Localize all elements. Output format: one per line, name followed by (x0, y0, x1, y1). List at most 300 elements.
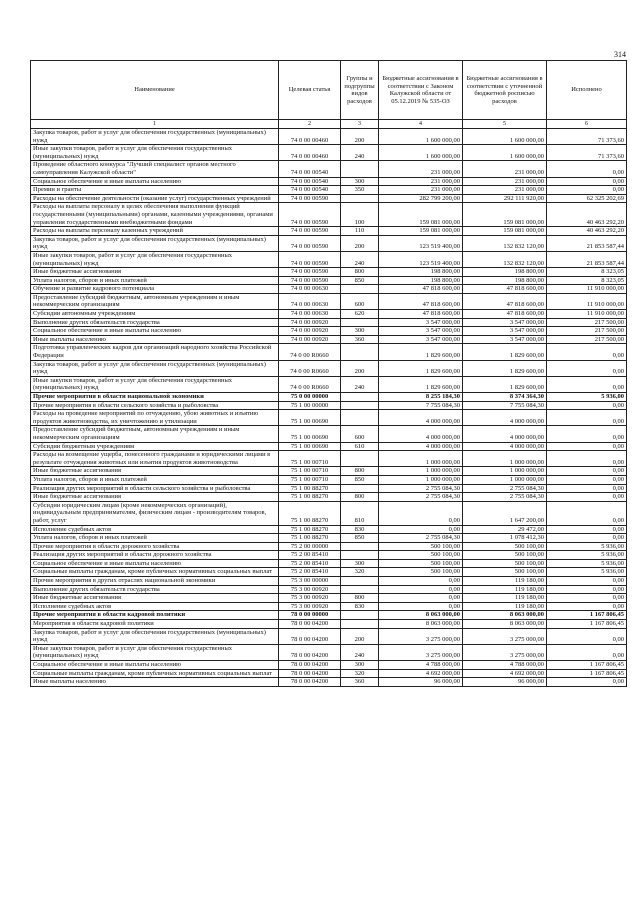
table-row (31, 611, 627, 620)
col-header-group: Группы и подгруппы видов расходов (341, 61, 379, 120)
row-target-code: 75 1 00 88270 (279, 484, 341, 493)
row-refined-amount: 29 472,00 (463, 525, 547, 534)
row-name: Прочие мероприятия в области дорожного хозяйства (31, 542, 279, 551)
row-refined-amount: 119 180,00 (463, 594, 547, 603)
row-group-code: 240 (341, 376, 379, 392)
row-law-amount: 1 000 000,00 (379, 451, 463, 467)
row-target-code: 75 1 00 88270 (279, 534, 341, 543)
col-number: 5 (463, 120, 547, 129)
row-name: Исполнение судебных актов (31, 602, 279, 611)
row-refined-amount: 4 000 000,00 (463, 426, 547, 442)
row-target-code: 74 0 00 R0660 (279, 376, 341, 392)
row-refined-amount: 198 800,00 (463, 268, 547, 277)
row-law-amount: 123 519 400,00 (379, 251, 463, 267)
row-group-code (341, 577, 379, 586)
row-refined-amount: 159 081 000,00 (463, 203, 547, 227)
row-name: Уплата налогов, сборов и иных платежей (31, 534, 279, 543)
row-refined-amount: 7 755 084,30 (463, 401, 547, 410)
row-target-code: 75 1 00 00710 (279, 475, 341, 484)
table-row (31, 493, 627, 502)
row-target-code: 74 0 00 00630 (279, 310, 341, 319)
row-refined-amount: 8 063 000,00 (463, 611, 547, 620)
row-group-code (341, 620, 379, 629)
row-refined-amount: 1 647 200,00 (463, 501, 547, 525)
row-name: Прочие мероприятия в других отраслях национальной экономики (31, 577, 279, 586)
row-group-code: 600 (341, 293, 379, 309)
row-executed-amount: 8 323,05 (547, 276, 627, 285)
col-number: 3 (341, 120, 379, 129)
row-group-code: 830 (341, 525, 379, 534)
row-executed-amount: 0,00 (547, 376, 627, 392)
row-executed-amount: 5 936,00 (547, 568, 627, 577)
row-executed-amount: 0,00 (547, 475, 627, 484)
row-target-code: 78 0 00 00000 (279, 611, 341, 620)
row-executed-amount: 1 167 806,45 (547, 661, 627, 670)
row-law-amount: 3 547 000,00 (379, 318, 463, 327)
row-refined-amount: 292 111 920,00 (463, 194, 547, 203)
row-target-code: 75 1 00 88270 (279, 493, 341, 502)
row-target-code: 75 1 00 00710 (279, 467, 341, 476)
row-group-code (341, 585, 379, 594)
row-name: Расходы на обеспечение деятельности (оказание услуг) государственных учреждений (31, 194, 279, 203)
row-law-amount: 0,00 (379, 577, 463, 586)
budget-table (30, 60, 627, 687)
row-name: Иные бюджетные ассигнования (31, 467, 279, 476)
row-law-amount: 4 788 000,00 (379, 661, 463, 670)
row-executed-amount: 0,00 (547, 410, 627, 426)
row-target-code: 74 0 00 00590 (279, 235, 341, 251)
row-executed-amount: 0,00 (547, 602, 627, 611)
row-law-amount: 231 000,00 (379, 161, 463, 177)
row-target-code: 74 0 00 00590 (279, 268, 341, 277)
row-refined-amount: 1 000 000,00 (463, 467, 547, 476)
row-refined-amount: 96 000,00 (463, 678, 547, 687)
row-law-amount: 47 818 600,00 (379, 310, 463, 319)
row-refined-amount: 119 180,00 (463, 577, 547, 586)
row-law-amount: 159 081 000,00 (379, 227, 463, 236)
row-executed-amount: 217 500,00 (547, 318, 627, 327)
row-group-code: 350 (341, 186, 379, 195)
row-refined-amount: 4 000 000,00 (463, 442, 547, 451)
row-law-amount: 8 063 000,00 (379, 620, 463, 629)
row-name: Иные закупки товаров, работ и услуг для обеспечения государственных (муниципальных) нужд (31, 644, 279, 660)
row-target-code: 74 0 00 00540 (279, 177, 341, 186)
table-row (31, 376, 627, 392)
row-refined-amount: 47 818 600,00 (463, 310, 547, 319)
row-law-amount: 282 799 200,00 (379, 194, 463, 203)
row-target-code: 75 3 00 00920 (279, 602, 341, 611)
table-row (31, 585, 627, 594)
row-name: Иные бюджетные ассигнования (31, 493, 279, 502)
table-row (31, 542, 627, 551)
row-group-code: 810 (341, 501, 379, 525)
row-group-code: 800 (341, 268, 379, 277)
row-group-code (341, 551, 379, 560)
row-group-code: 200 (341, 628, 379, 644)
table-row (31, 467, 627, 476)
row-refined-amount: 47 818 600,00 (463, 293, 547, 309)
row-law-amount: 3 275 000,00 (379, 644, 463, 660)
row-name: Иные закупки товаров, работ и услуг для обеспечения государственных (муниципальных) нужд (31, 251, 279, 267)
row-executed-amount: 217 500,00 (547, 335, 627, 344)
row-executed-amount: 5 936,00 (547, 542, 627, 551)
row-name: Расходы на возмещение ущерба, понесенного гражданами и юридическими лицами в результате отчуждения животных или изъятия продуктов животноводства (31, 451, 279, 467)
row-law-amount: 159 081 000,00 (379, 203, 463, 227)
row-law-amount: 4 000 000,00 (379, 426, 463, 442)
row-refined-amount: 4 692 000,00 (463, 669, 547, 678)
table-row (31, 475, 627, 484)
row-law-amount: 1 000 000,00 (379, 475, 463, 484)
header-row (31, 61, 627, 120)
row-refined-amount: 198 800,00 (463, 276, 547, 285)
row-name: Реализация других мероприятий в области сельского хозяйства и рыболовства (31, 484, 279, 493)
row-group-code: 620 (341, 310, 379, 319)
row-target-code: 74 0 00 00630 (279, 293, 341, 309)
table-row (31, 644, 627, 660)
row-executed-amount: 0,00 (547, 501, 627, 525)
row-executed-amount: 5 936,00 (547, 559, 627, 568)
row-executed-amount: 21 853 587,44 (547, 235, 627, 251)
row-group-code: 320 (341, 669, 379, 678)
row-executed-amount: 62 325 202,69 (547, 194, 627, 203)
row-refined-amount: 47 818 600,00 (463, 285, 547, 294)
row-law-amount: 7 755 084,30 (379, 401, 463, 410)
row-law-amount: 8 063 000,00 (379, 611, 463, 620)
row-law-amount: 47 818 600,00 (379, 285, 463, 294)
table-row (31, 235, 627, 251)
row-group-code: 800 (341, 594, 379, 603)
row-law-amount: 4 692 000,00 (379, 669, 463, 678)
table-row (31, 442, 627, 451)
row-refined-amount: 4 788 000,00 (463, 661, 547, 670)
row-refined-amount: 119 180,00 (463, 602, 547, 611)
row-group-code: 850 (341, 475, 379, 484)
row-refined-amount: 3 547 000,00 (463, 327, 547, 336)
table-row (31, 203, 627, 227)
row-executed-amount: 5 936,00 (547, 551, 627, 560)
table-row (31, 268, 627, 277)
row-group-code: 360 (341, 678, 379, 687)
table-row (31, 161, 627, 177)
row-group-code: 360 (341, 335, 379, 344)
row-executed-amount: 11 910 000,00 (547, 293, 627, 309)
row-law-amount: 0,00 (379, 602, 463, 611)
row-refined-amount: 500 100,00 (463, 551, 547, 560)
table-row (31, 344, 627, 360)
row-law-amount: 500 100,00 (379, 568, 463, 577)
row-executed-amount: 0,00 (547, 484, 627, 493)
row-group-code: 200 (341, 235, 379, 251)
row-target-code: 74 0 00 00920 (279, 335, 341, 344)
row-group-code (341, 285, 379, 294)
row-law-amount: 1 600 000,00 (379, 145, 463, 161)
row-target-code: 78 0 00 04200 (279, 661, 341, 670)
row-group-code: 850 (341, 276, 379, 285)
row-name: Социальные выплаты гражданам, кроме публичных нормативных социальных выплат (31, 669, 279, 678)
row-refined-amount: 1 829 600,00 (463, 376, 547, 392)
table-row (31, 327, 627, 336)
table-row (31, 129, 627, 145)
table-row (31, 410, 627, 426)
row-law-amount: 0,00 (379, 585, 463, 594)
row-group-code: 300 (341, 559, 379, 568)
row-name: Проведение областного конкурса "Лучший специалист органов местного самоуправления Калужской области" (31, 161, 279, 177)
row-law-amount: 500 100,00 (379, 559, 463, 568)
col-number: 6 (547, 120, 627, 129)
row-executed-amount: 0,00 (547, 451, 627, 467)
row-executed-amount: 0,00 (547, 534, 627, 543)
col-header-refined: Бюджетные ассигнования в соответствии с уточненной бюджетной росписью расходов (463, 61, 547, 120)
table-row (31, 310, 627, 319)
row-group-code (341, 410, 379, 426)
row-refined-amount: 1 000 000,00 (463, 475, 547, 484)
row-executed-amount: 11 910 000,00 (547, 310, 627, 319)
row-group-code: 830 (341, 602, 379, 611)
row-name: Субсидии бюджетным учреждениям (31, 442, 279, 451)
row-law-amount: 0,00 (379, 525, 463, 534)
table-row (31, 620, 627, 629)
row-name: Прочие мероприятия в области кадровой политики (31, 611, 279, 620)
row-name: Закупка товаров, работ и услуг для обеспечения государственных (муниципальных) нужд (31, 628, 279, 644)
row-executed-amount: 0,00 (547, 344, 627, 360)
row-group-code: 240 (341, 145, 379, 161)
table-row (31, 293, 627, 309)
col-header-target: Целевая статья (279, 61, 341, 120)
row-target-code: 74 0 00 00590 (279, 227, 341, 236)
row-group-code (341, 161, 379, 177)
row-law-amount: 0,00 (379, 501, 463, 525)
table-row (31, 669, 627, 678)
row-group-code: 610 (341, 442, 379, 451)
row-law-amount: 96 000,00 (379, 678, 463, 687)
row-executed-amount: 0,00 (547, 594, 627, 603)
row-target-code: 75 1 00 88270 (279, 501, 341, 525)
row-executed-amount: 0,00 (547, 177, 627, 186)
table-row (31, 145, 627, 161)
row-executed-amount: 0,00 (547, 360, 627, 376)
row-target-code: 75 1 00 00710 (279, 451, 341, 467)
row-target-code: 78 0 00 04200 (279, 644, 341, 660)
row-refined-amount: 132 832 120,00 (463, 251, 547, 267)
row-executed-amount: 5 936,00 (547, 393, 627, 402)
row-name: Закупка товаров, работ и услуг для обеспечения государственных (муниципальных) нужд (31, 235, 279, 251)
row-group-code: 320 (341, 568, 379, 577)
row-refined-amount: 500 100,00 (463, 542, 547, 551)
page-number: 314 (614, 50, 626, 59)
table-row (31, 628, 627, 644)
row-group-code: 800 (341, 493, 379, 502)
row-name: Субсидии юридическим лицам (кроме некоммерческих организаций), индивидуальным предпринимателям, физическим лицам - производителям товаров, работ, услуг (31, 501, 279, 525)
row-group-code (341, 393, 379, 402)
row-group-code (341, 194, 379, 203)
row-refined-amount: 2 755 084,30 (463, 484, 547, 493)
row-name: Мероприятия в области кадровой политики (31, 620, 279, 629)
row-refined-amount: 1 600 000,00 (463, 145, 547, 161)
row-executed-amount: 21 853 587,44 (547, 251, 627, 267)
row-name: Выполнение других обязательств государства (31, 318, 279, 327)
row-refined-amount: 231 000,00 (463, 161, 547, 177)
row-law-amount: 2 755 084,30 (379, 484, 463, 493)
table-row (31, 251, 627, 267)
row-target-code: 74 0 00 R0660 (279, 360, 341, 376)
row-refined-amount: 500 100,00 (463, 559, 547, 568)
row-group-code (341, 611, 379, 620)
row-name: Премии и гранты (31, 186, 279, 195)
row-refined-amount: 4 000 000,00 (463, 410, 547, 426)
row-name: Социальные выплаты гражданам, кроме публичных нормативных социальных выплат (31, 568, 279, 577)
row-group-code: 110 (341, 227, 379, 236)
row-executed-amount: 0,00 (547, 525, 627, 534)
row-refined-amount: 1 829 600,00 (463, 360, 547, 376)
row-target-code: 74 0 00 00540 (279, 186, 341, 195)
row-group-code (341, 484, 379, 493)
row-refined-amount: 132 832 120,00 (463, 235, 547, 251)
table-row (31, 451, 627, 467)
row-executed-amount: 0,00 (547, 442, 627, 451)
row-target-code: 78 0 00 04200 (279, 669, 341, 678)
row-law-amount: 1 000 000,00 (379, 467, 463, 476)
row-executed-amount: 8 323,05 (547, 268, 627, 277)
row-group-code: 850 (341, 534, 379, 543)
row-group-code: 300 (341, 661, 379, 670)
table-row (31, 227, 627, 236)
row-law-amount: 123 519 400,00 (379, 235, 463, 251)
table-row (31, 568, 627, 577)
table-body (31, 129, 627, 687)
row-target-code: 74 0 00 00590 (279, 276, 341, 285)
row-refined-amount: 500 100,00 (463, 568, 547, 577)
row-name: Закупка товаров, работ и услуг для обеспечения государственных (муниципальных) нужд (31, 129, 279, 145)
row-group-code: 600 (341, 426, 379, 442)
row-target-code: 75 1 00 00690 (279, 442, 341, 451)
row-executed-amount: 0,00 (547, 585, 627, 594)
row-law-amount: 1 600 000,00 (379, 129, 463, 145)
row-group-code (341, 344, 379, 360)
row-executed-amount: 0,00 (547, 426, 627, 442)
row-name: Иные бюджетные ассигнования (31, 268, 279, 277)
row-executed-amount: 71 373,60 (547, 129, 627, 145)
table-row (31, 559, 627, 568)
row-refined-amount: 231 000,00 (463, 177, 547, 186)
row-target-code: 78 0 00 04200 (279, 628, 341, 644)
table-row (31, 661, 627, 670)
row-executed-amount: 0,00 (547, 493, 627, 502)
col-number: 2 (279, 120, 341, 129)
table-row (31, 177, 627, 186)
row-group-code (341, 451, 379, 467)
row-law-amount: 198 800,00 (379, 276, 463, 285)
row-law-amount: 8 255 184,30 (379, 393, 463, 402)
row-target-code: 75 1 00 00690 (279, 426, 341, 442)
row-name: Иные выплаты населению (31, 678, 279, 687)
row-name: Иные закупки товаров, работ и услуг для обеспечения государственных (муниципальных) нужд (31, 145, 279, 161)
col-number: 4 (379, 120, 463, 129)
row-executed-amount: 0,00 (547, 644, 627, 660)
row-law-amount: 231 000,00 (379, 186, 463, 195)
row-target-code: 75 3 00 00000 (279, 577, 341, 586)
row-target-code: 75 2 00 85410 (279, 559, 341, 568)
table-row (31, 551, 627, 560)
row-group-code: 240 (341, 251, 379, 267)
row-refined-amount: 3 275 000,00 (463, 628, 547, 644)
table-row (31, 360, 627, 376)
row-executed-amount: 0,00 (547, 186, 627, 195)
column-number-row (31, 120, 627, 129)
row-target-code: 75 1 00 00000 (279, 401, 341, 410)
row-group-code (341, 318, 379, 327)
row-name: Иные выплаты населению (31, 335, 279, 344)
row-name: Расходы на выплаты персоналу в целях обеспечения выполнения функций государственными (муниципальными) органами, казенными учреждениями, органами управления государственными внебюджетными фондами (31, 203, 279, 227)
row-name: Подготовка управленческих кадров для организаций народного хозяйства Российской Федерации (31, 344, 279, 360)
row-law-amount: 47 818 600,00 (379, 293, 463, 309)
row-law-amount: 1 829 600,00 (379, 360, 463, 376)
row-group-code: 800 (341, 467, 379, 476)
row-target-code: 74 0 00 00920 (279, 327, 341, 336)
row-group-code: 100 (341, 203, 379, 227)
row-law-amount: 4 000 000,00 (379, 410, 463, 426)
row-group-code: 300 (341, 327, 379, 336)
row-name: Иные бюджетные ассигнования (31, 594, 279, 603)
row-name: Прочие мероприятия в области сельского хозяйства и рыболовства (31, 401, 279, 410)
row-executed-amount: 1 167 806,45 (547, 620, 627, 629)
row-refined-amount: 3 547 000,00 (463, 335, 547, 344)
row-refined-amount: 3 275 000,00 (463, 644, 547, 660)
row-name: Иные закупки товаров, работ и услуг для обеспечения государственных (муниципальных) нужд (31, 376, 279, 392)
row-name: Реализация других мероприятий в области дорожного хозяйства (31, 551, 279, 560)
row-target-code: 75 1 00 00690 (279, 410, 341, 426)
row-law-amount: 198 800,00 (379, 268, 463, 277)
row-refined-amount: 2 755 084,30 (463, 493, 547, 502)
row-name: Социальное обеспечение и иные выплаты населению (31, 327, 279, 336)
row-target-code: 75 3 00 00920 (279, 585, 341, 594)
row-refined-amount: 1 829 600,00 (463, 344, 547, 360)
row-group-code: 240 (341, 644, 379, 660)
col-header-name: Наименование (31, 61, 279, 120)
table-row (31, 602, 627, 611)
row-law-amount: 500 100,00 (379, 542, 463, 551)
row-law-amount: 1 829 600,00 (379, 344, 463, 360)
row-refined-amount: 1 000 000,00 (463, 451, 547, 467)
row-name: Исполнение судебных актов (31, 525, 279, 534)
col-number: 1 (31, 120, 279, 129)
row-name: Расходы на проведение мероприятий по отчуждению, убою животных и изъятию продуктов животноводства, их уничтожению и утилизации (31, 410, 279, 426)
row-name: Расходы на выплаты персоналу казенных учреждений (31, 227, 279, 236)
row-law-amount: 2 755 084,30 (379, 493, 463, 502)
col-header-law: Бюджетные ассигнования в соответствии с Законом Калужской области от 05.12.2019 № 535-ОЗ (379, 61, 463, 120)
table-row (31, 534, 627, 543)
row-refined-amount: 3 547 000,00 (463, 318, 547, 327)
row-target-code: 74 0 00 00630 (279, 285, 341, 294)
row-target-code: 75 2 00 85410 (279, 551, 341, 560)
row-refined-amount: 8 063 000,00 (463, 620, 547, 629)
row-target-code: 75 0 00 00000 (279, 393, 341, 402)
row-name: Выполнение других обязательств государства (31, 585, 279, 594)
row-target-code: 74 0 00 00460 (279, 145, 341, 161)
row-executed-amount: 0,00 (547, 628, 627, 644)
row-refined-amount: 1 600 000,00 (463, 129, 547, 145)
row-executed-amount: 217 500,00 (547, 327, 627, 336)
table-row (31, 318, 627, 327)
row-executed-amount: 0,00 (547, 467, 627, 476)
row-target-code: 74 0 00 00590 (279, 203, 341, 227)
row-target-code: 74 0 00 00460 (279, 129, 341, 145)
row-name: Социальное обеспечение и иные выплаты населению (31, 661, 279, 670)
row-law-amount: 2 755 084,30 (379, 534, 463, 543)
row-name: Социальное обеспечение и иные выплаты населению (31, 177, 279, 186)
row-law-amount: 231 000,00 (379, 177, 463, 186)
row-refined-amount: 1 078 412,30 (463, 534, 547, 543)
row-law-amount: 500 100,00 (379, 551, 463, 560)
